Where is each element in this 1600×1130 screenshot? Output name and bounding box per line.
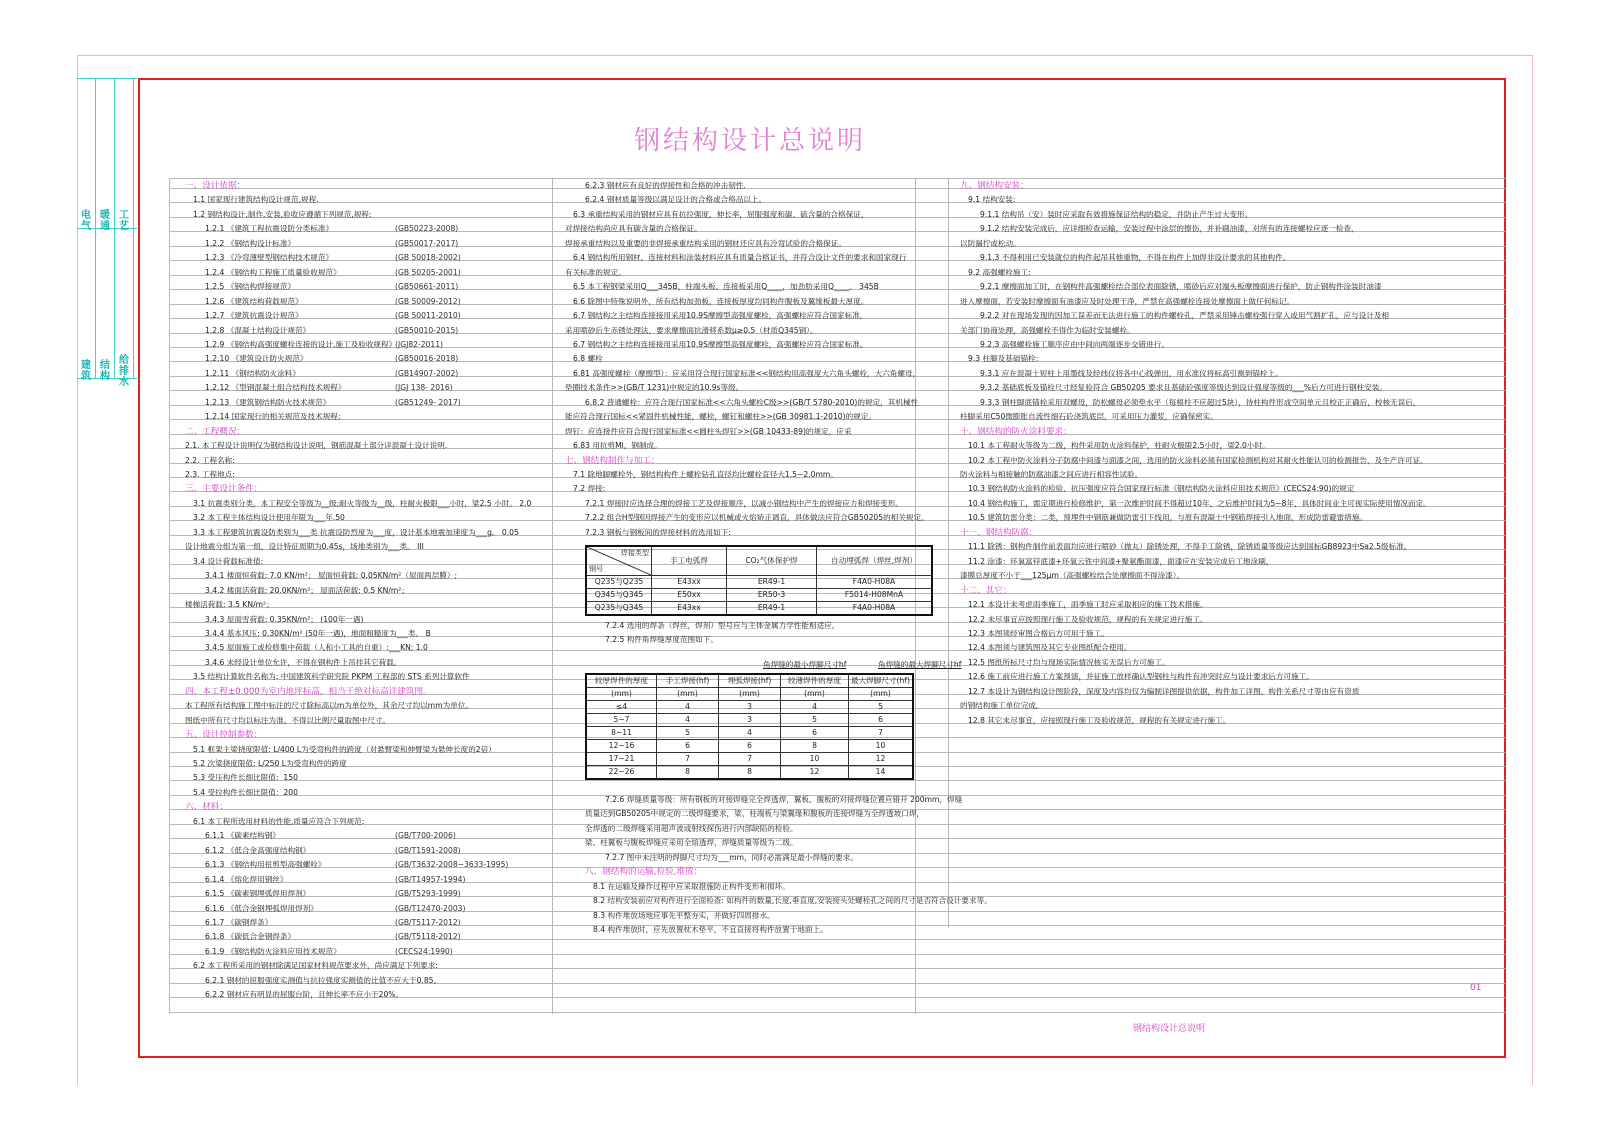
note-line: 11.2 涂漆：环氧富锌底漆+环氧云铁中间漆+聚氨酯面漆，面漆应在安装完成后工地涂刷， xyxy=(968,556,1274,566)
weld-table-row xyxy=(586,576,932,589)
note-line: 1.1 国家现行建筑结构设计规范,规程. xyxy=(193,195,319,205)
note-line: 1.2.4 《钢结构工程施工质量验收规范》 xyxy=(205,267,341,277)
note-line: 10.5 建筑防雷分类：二类，预埋件中钢筋兼做防雷引下线用，与原有混凝土中钢筋焊接引入地面，形成防雷避雷措施。 xyxy=(968,513,1368,523)
note-line: 6.8.2 普通螺栓：应符合现行国家标准<<六角头螺栓C级>>(GB/T 5780-2010)的规定，其机械性 xyxy=(585,397,919,407)
weld-table-cell: Q235与Q345 xyxy=(586,602,652,616)
note-line: 有关标准的规定。 xyxy=(565,267,626,277)
note-line: 3.4.5 屋面施工或检修集中荷载（人和小工具的自重）:___KN; 1.0 xyxy=(205,643,428,653)
note-line: 7.2 焊接: xyxy=(573,484,606,494)
note-line: 楼梯活荷载: 3.5 KN/m²； xyxy=(185,600,274,610)
fillet-table-cell: 4 xyxy=(657,714,719,727)
stamp-rule xyxy=(77,78,137,79)
fillet-unit-cell: (mm) xyxy=(781,688,849,701)
code-reference: (CECS24:1990) xyxy=(395,946,453,956)
weld-table-cell: F4A0-H08A xyxy=(817,602,933,616)
note-line: 1.2.11 《钢结构防火涂料》 xyxy=(205,368,300,378)
note-line: 6.2.4 钢材质量等级以满足设计的合格或合格品以上。 xyxy=(585,195,767,205)
code-reference: (GB/T12470-2003) xyxy=(395,903,466,913)
fillet-header-cell: 手工焊接(hf) xyxy=(657,674,719,688)
fillet-header-cell: 较薄焊件的厚度 xyxy=(781,674,849,688)
fillet-table-cell: 5 xyxy=(781,714,849,727)
stamp-character: 暖 xyxy=(100,210,110,221)
fillet-table-cell: 4 xyxy=(657,701,719,714)
note-line: 1.2.14 国家现行的相关规范及技术规程； xyxy=(205,412,346,422)
fillet-table-cell: 8 xyxy=(657,766,719,780)
code-reference: (JGJ82-2011) xyxy=(395,339,444,349)
fillet-table-cell: 12~16 xyxy=(586,740,657,753)
fillet-table-cell: 3 xyxy=(719,714,781,727)
fillet-table-cell: 10 xyxy=(781,753,849,766)
note-line: 6.1.7 《碳钢焊条》 xyxy=(205,917,273,927)
note-line: 1.2.12 《型钢混凝土组合结构技术规程》 xyxy=(205,383,346,393)
stamp-character: 建 xyxy=(81,360,91,371)
note-line: 进入摩擦面，若安装时摩擦面有油漆应及时处理干净，严禁在高强螺栓连接处摩擦面上做任何标记。 xyxy=(960,296,1295,306)
ruled-line xyxy=(169,780,1505,781)
note-line: 7.2.1 焊接时应选择合理的焊接工艺及焊接顺序，以减小钢结构中产生的焊接应力和焊接变形。 xyxy=(585,498,903,508)
fillet-table-row xyxy=(586,740,913,753)
weld-header-cell: 手工电弧焊 xyxy=(652,546,727,576)
stamp-character: 给 xyxy=(119,355,129,366)
fillet-header-cell: 最大焊脚尺寸(hf) xyxy=(849,674,913,688)
stamp-character: 通 xyxy=(100,221,110,232)
section-heading: 九、钢结构安装： xyxy=(960,181,1029,191)
note-line: 10.4 钢结构施工，需定期进行检修维护，第一次维护时间不得超过10年，之后维护时间为5~8年，具体时间业主可视实际使用情况而定。 xyxy=(968,498,1431,508)
note-line: 12.2 未尽事宜应按照现行施工及验收规范，规程的有关规定进行施工。 xyxy=(968,614,1208,624)
note-line: 12.5 图纸所标尺寸均与现场实际情况核实无误后方可施工。 xyxy=(968,657,1170,667)
ruled-line xyxy=(169,202,1505,203)
note-line: 6.1.2 《低合金高强度结构钢》 xyxy=(205,845,311,855)
code-reference: (GB/T1591-2008) xyxy=(395,845,461,855)
note-line: 7.1 除地脚螺栓外，钢结构构件上螺栓钻孔直径均比螺栓直径大1.5~2.0mm。 xyxy=(573,470,838,479)
note-line: 5.1 框架主梁挠度限值: L/400 L为受弯构件的跨度（对悬臂梁和伸臂梁为悬伸长度的2倍） xyxy=(193,744,496,754)
fillet-table-cell: 3 xyxy=(719,701,781,714)
note-line: 9.2.2 对在现场发现的因加工误差而无法进行施工的构件螺栓孔，严禁采用锤击螺栓强行穿入或用气割扩孔，应与设计及相 xyxy=(980,311,1390,321)
fillet-header-cell: 较厚焊件的厚度 xyxy=(586,674,657,688)
ruled-line xyxy=(169,882,1505,883)
fillet-table-cell: 7 xyxy=(657,753,719,766)
note-line: 6.2.1 钢材的屈服强度实测值与抗拉强度实测值的比值不应大于0.85。 xyxy=(205,975,442,985)
stamp-character: 艺 xyxy=(119,221,129,232)
note-line: 8.2 结构安装前应对构件进行全面检查: 如构件的数量,长度,垂直度,安装接头处螺栓孔之间的尺寸是否符合设计要求等。 xyxy=(593,896,992,906)
fillet-table-cell: 6 xyxy=(849,714,913,727)
note-line: 12.7 本设计为钢结构设计图阶段，深度及内容均仅为编制详图提供依据，构件加工详图、构件关系尺寸等由应有资质 xyxy=(968,686,1360,696)
note-line: 1.2.6 《建筑结构荷载规范》 xyxy=(205,296,303,306)
footer-label: 钢结构设计总说明 xyxy=(1133,1024,1206,1034)
fillet-table-cell: 6 xyxy=(719,740,781,753)
fillet-table-cell: ≤4 xyxy=(586,701,657,714)
note-line: 10.2 本工程中防火涂料分子防腐中间漆与面漆之间，选用的防火涂料必须有国家检测机构对其耐火性能认可的检测报告，及生产许可证。 xyxy=(968,455,1428,465)
ruled-line xyxy=(169,188,1505,189)
section-heading: 三、主要设计条件： xyxy=(185,484,263,495)
note-line: 5.3 受压构件长细比限值：150 xyxy=(193,773,298,783)
weld-material-table xyxy=(585,545,933,616)
weld-table-row xyxy=(586,602,932,616)
note-line: 6.8 螺栓 xyxy=(573,354,603,364)
note-line: 1.2.8 《混凝土结构设计规范》 xyxy=(205,325,311,335)
note-line: 7.2.2 组合H型钢因焊接产生的变形应以机械或火焰矫正调直，具体做法应符合GB50205的相关规定。 xyxy=(585,513,929,523)
note-line: 6.1 本工程所选用材料的性能,质量应符合下列规范: xyxy=(193,816,365,826)
note-line: 6.81 高强度螺栓（摩擦型）：应采用符合现行国家标准<<钢结构用高强度大六角头螺栓，大六角螺母， xyxy=(573,368,921,378)
note-line: 3.5 结构计算软件名称为: 中国建筑科学研究院 PKPM 工程部的 STS 系列计算软件 xyxy=(193,672,470,682)
note-line: 12.4 本图须与建筑图及其它专业图纸配合使用。 xyxy=(968,643,1132,653)
note-line: 8.3 构件堆放场地应事先平整夯实，并做好四周排水。 xyxy=(593,910,775,920)
note-line: 3.4.4 基本风压: 0.30KN/m² (50年一遇)，地面粗糙度为___类。 B xyxy=(205,628,431,638)
code-reference: (GB50016-2018) xyxy=(395,354,459,364)
note-line: 1.2.2 《钢结构设计标准》 xyxy=(205,238,296,248)
note-line: 3.4.1 楼面恒荷载: 7.0 KN/m²； 屋面恒荷载: 0.05KN/m²（屋面两层膜）; xyxy=(205,571,458,581)
note-line: 的钢结构施工单位完成。 xyxy=(960,701,1044,711)
note-line: 梁、柱翼板与腹板焊缝应采用全熔透焊，焊缝质量等级为二级。 xyxy=(585,838,798,848)
code-reference: (GB/T14957-1994) xyxy=(395,874,466,884)
note-line: 质量达到GB50205中规定的二级焊缝要求，梁、柱端板与梁翼缘和腹板的连接焊缝为全焊透坡口焊， xyxy=(585,809,924,819)
note-line: 1.2.1 《建筑工程抗震设防分类标准》 xyxy=(205,224,334,234)
note-line: 6.2.3 钢材应有良好的焊接性和合格的冲击韧性. xyxy=(585,181,746,190)
note-line: 1.2.9 《钢结构高强度螺栓连接的设计,施工及验收规程》 xyxy=(205,339,397,349)
fillet-table-cell: 8 xyxy=(719,766,781,780)
fillet-table-cell: 17~21 xyxy=(586,753,657,766)
weld-table-cell: ER49-1 xyxy=(727,602,817,616)
note-line: 关部门协商处理，高强螺栓不得作为临时安装螺栓。 xyxy=(960,325,1135,335)
stamp-character: 筑 xyxy=(81,371,91,382)
note-line: 1.2.7 《建筑抗震设计规范》 xyxy=(205,311,303,321)
fillet-unit-cell: (mm) xyxy=(719,688,781,701)
fillet-max-title: 角焊缝的最大焊脚尺寸hf xyxy=(878,660,962,669)
code-reference: (GB50661-2011) xyxy=(395,282,459,292)
weld-table-cell: F5014-H08MnA xyxy=(817,589,933,602)
note-line: 12.1 本设计未考虑雨季施工，雨季施工时应采取相应的施工技术措施。 xyxy=(968,600,1208,610)
note-line: 采用喷砂后生赤锈处理法，要求摩擦面抗滑移系数μ≥0.5（材质Q345钢）。 xyxy=(565,325,818,335)
note-line: 6.3 承重结构采用的钢材应具有抗拉强度，伸长率，屈服强度和碳、硫含量的合格保证， xyxy=(573,209,869,219)
page-number: 01 xyxy=(1470,983,1482,993)
note-line: 能应符合现行国标<<紧固件机械性能，螺栓，螺钉和螺柱>>(GB 30981.1-2010)的规定。 xyxy=(565,412,876,422)
note-line: 9.1.1 结构吊（安）装时应采取有效措施保证结构的稳定，并防止产生过大变形。 xyxy=(980,209,1253,219)
note-line: 6.2.2 钢材应有明显的屈服台阶，且伸长率不应小于20%。 xyxy=(205,990,404,1000)
ruled-line xyxy=(169,838,1505,839)
note-line: 2.2. 工程名称: xyxy=(185,455,235,465)
note-line: 1.2.3 《冷弯薄壁型钢结构技术规范》 xyxy=(205,253,334,263)
section-heading: 十一、钢结构防腐： xyxy=(960,527,1038,538)
section-heading: 一、设计依据： xyxy=(185,181,246,191)
fillet-table-cell: 6 xyxy=(657,740,719,753)
note-line: 7.2.6 焊缝质量等级：所有钢板的对接焊缝完全焊透焊，翼板、腹板的对接焊缝位置应错开 200mm，焊缝 xyxy=(605,795,963,804)
note-line: 焊接承重结构以及重要的非焊接承重结构采用的钢材还应具有冷弯试验的合格保证。 xyxy=(565,238,846,248)
fillet-unit-cell: (mm) xyxy=(849,688,913,701)
section-heading: 六、材料： xyxy=(185,802,228,813)
fillet-table-row xyxy=(586,766,913,780)
note-line: 3.3 本工程建筑抗震设防类别为___类 抗震设防烈度为___度，设计基本地震加速度为___g。 0.05 xyxy=(193,527,519,537)
section-heading: 四、本工程±0.000为室内地坪标高，相当于绝对标高详建筑图。 xyxy=(185,686,432,697)
fillet-table-cell: 5~7 xyxy=(586,714,657,727)
note-line: 2.1. 本工程设计说明仅为钢结构设计说明，钢筋混凝土部分详混凝土设计说明. xyxy=(185,441,448,451)
weld-diag-header xyxy=(586,546,652,576)
note-line: 9.3.1 应在混凝土短柱上用墨线及经纬仪将各中心线弹出，用水准仪将标高引测到锚栓上。 xyxy=(980,368,1283,378)
note-line: 3.4.6 未经设计单位允许，不得在钢构件上吊挂其它荷载。 xyxy=(205,657,402,667)
stamp-character: 水 xyxy=(119,377,129,388)
section-heading: 二、工程概况： xyxy=(185,426,246,437)
note-line: 1.2 钢结构设计,制作,安装,验收应遵循下列规范,规程: xyxy=(193,209,372,219)
fillet-table-cell: 4 xyxy=(719,727,781,740)
code-reference: (GB/T5117-2012) xyxy=(395,917,461,927)
weld-table-cell: ER49-1 xyxy=(727,576,817,589)
note-line: 9.2.3 高强螺栓施工顺序应由中间向两端逐步交错进行。 xyxy=(980,339,1169,349)
ruled-line xyxy=(169,925,1505,926)
note-line: 焊钉：应连接件应符合现行国家标准<<圆柱头焊钉>>(GB 10433-89)的规定，应采 xyxy=(565,426,852,436)
ruled-line xyxy=(169,178,1505,179)
code-reference: (GB50010-2015) xyxy=(395,325,459,335)
steel-grade-label: 钢号 xyxy=(589,565,603,573)
code-reference: (GB 50018-2002) xyxy=(395,253,461,263)
fillet-table-cell: 22~26 xyxy=(586,766,657,780)
code-reference: (GB51249- 2017) xyxy=(395,397,461,407)
weld-header-cell: CO₂气体保护焊 xyxy=(727,546,817,576)
code-reference: (GB/T700-2006) xyxy=(395,831,456,841)
section-heading: 十、钢结构的防火涂料要求： xyxy=(960,426,1072,437)
weld-table-cell: E43xx xyxy=(652,602,727,616)
stamp-character: 构 xyxy=(100,371,110,382)
fillet-table-cell: 8 xyxy=(781,740,849,753)
section-heading: 八、钢结构的运输,检验,堆放： xyxy=(585,867,703,878)
note-line: 6.7 钢结构之主结构连接接用采用10.9S摩擦型高强度螺栓，高强螺栓应符合国家标准， xyxy=(573,311,868,321)
stamp-character: 气 xyxy=(81,221,91,232)
discipline-stamp xyxy=(77,78,137,388)
note-line: 6.4 钢结构所用钢材，连接材料和涂装材料应具有质量合格证书，并符合设计文件的要求和国家现行 xyxy=(573,253,907,263)
note-line: 10.3 钢结构防火涂料的检验、抗压强度应符合国家现行标准《钢结构防火涂料应用技术规范》(CECS24:90)的规定 xyxy=(968,484,1355,494)
weld-table-cell: ER50-3 xyxy=(727,589,817,602)
page-title: 钢结构设计总说明 xyxy=(633,126,866,156)
code-reference: (GB/T5118-2012) xyxy=(395,932,461,942)
note-line: 以防漏拧或松动。 xyxy=(960,238,1021,248)
weld-table-row xyxy=(586,589,932,602)
note-line: 防火涂料与相接触的防腐油漆之间应进行相容性试验。 xyxy=(960,470,1143,479)
note-line: 8.1 在运输及操作过程中应采取措施防止构件变形和损坏。 xyxy=(593,881,790,891)
note-line: 6.5 本工程钢梁采用Q___345B，柱端头板、连接板采用Q____，加劲肋采用Q____。 345B xyxy=(573,282,879,292)
note-line: 9.3 柱脚及基础锚栓: xyxy=(968,354,1039,364)
fillet-table-cell: 12 xyxy=(781,766,849,780)
note-line: 7.2.4 选用的焊条（焊丝，焊剂）型号应与主体金属力学性能相适应。 xyxy=(605,621,840,630)
code-reference: (GB 50205-2001) xyxy=(395,267,461,277)
ruled-line xyxy=(169,911,1505,912)
code-reference: (GB/T5293-1999) xyxy=(395,889,461,899)
note-line: 9.1.3 不得利用已安装就位的构件起吊其他重物，不得在构件上加焊非设计要求的其他构件。 xyxy=(980,253,1291,263)
note-line: 5.4 受拉构件长细比限值：200 xyxy=(193,787,298,797)
weld-table-cell: Q235与Q235 xyxy=(586,576,652,589)
fillet-table-cell: 12 xyxy=(849,753,913,766)
note-line: 7.2.3 钢板与钢板间的焊接材料的选用如下: xyxy=(585,527,731,537)
fillet-table-row xyxy=(586,701,913,714)
note-line: 6.6 除图中特殊说明外，所有结构加劲板，连接板厚度均同构件腹板及翼缘板最大厚度。 xyxy=(573,296,869,306)
note-line: 5.2 次梁挠度限值: L/250 L为受弯构件的跨度 xyxy=(193,759,347,768)
note-line: 12.3 本图须经审图合格后方可用于施工。 xyxy=(968,628,1109,638)
note-line: 6.1.1 《碳素结构钢》 xyxy=(205,831,280,841)
ruled-line xyxy=(169,824,1505,825)
note-line: 6.1.4 《熔化焊用钢丝》 xyxy=(205,874,288,884)
section-heading: 十二、其它： xyxy=(960,585,1012,596)
stamp-character: 结 xyxy=(100,360,110,371)
stamp-character: 排 xyxy=(119,366,129,377)
fillet-table-cell: 8~11 xyxy=(586,727,657,740)
note-line: 3.4.3 屋面雪荷载: 0.35KN/m²； (100年一遇) xyxy=(205,614,364,624)
fillet-table-row xyxy=(586,753,913,766)
note-line: 2.3. 工程地点: xyxy=(185,470,235,479)
note-line: 图纸中所有尺寸均以标注为准，不得以比例尺量取图中尺寸。 xyxy=(185,715,391,725)
ruled-line xyxy=(169,275,1505,276)
fillet-table-row xyxy=(586,727,913,740)
fillet-table-cell: 10 xyxy=(849,740,913,753)
stamp-character: 工 xyxy=(119,210,129,221)
note-line: 1.2.5 《钢结构焊接规范》 xyxy=(205,282,296,292)
stamp-character: 电 xyxy=(81,210,91,221)
ruled-line xyxy=(169,939,1505,940)
note-line: 6.1.9 《钢结构防火涂料应用技术规范》 xyxy=(205,946,341,956)
note-line: 8.4 构件堆放时，应先放置枕木垫平，不宜直接将构件放置于地面上。 xyxy=(593,925,828,935)
note-line: 9.3.2 基础底板及锚栓尺寸经复验符合 GB50205 要求且基础砼强度等级达到设计强度等级的___%后方可进行钢柱安装。 xyxy=(980,383,1387,393)
fillet-table-cell: 7 xyxy=(849,727,913,740)
code-reference: (GB/T3632-2008~3633-1995) xyxy=(395,860,509,870)
note-line: 垫圈技术条件>>(GB/T 1231)中规定的10.9s等级。 xyxy=(565,383,744,393)
note-line: 设计地震分组为第一组，设计特征周期为0.45s，场地类别为___类。 III xyxy=(185,542,424,552)
column-divider xyxy=(948,178,949,928)
weld-table-cell: E43xx xyxy=(652,576,727,589)
fillet-table-cell: 4 xyxy=(781,701,849,714)
note-line: 本工程所有结构施工图中标注的尺寸除标高以m为单位外，其余尺寸均以mm为单位。 xyxy=(185,701,473,711)
code-reference: (GB 50011-2010) xyxy=(395,311,461,321)
fillet-min-title: 角焊缝的最小焊脚尺寸hf xyxy=(763,660,847,669)
note-line: 6.1.3 《钢结构用扭剪型高强螺栓》 xyxy=(205,860,326,870)
fillet-unit-cell: (mm) xyxy=(586,688,657,701)
note-line: 7.2.7 图中未注明的焊脚尺寸均为___mm，同时必需满足最小焊缝的要求。 xyxy=(605,852,858,862)
note-line: 6.2 本工程所采用的钢材除满足国家材料规范要求外，尚应满足下列要求: xyxy=(193,961,438,971)
note-line: 12.6 施工前应进行施工方案预演，并征施工放样确认型钢柱与构件有冲突时应与设计要求后方可施工。 xyxy=(968,672,1314,682)
section-heading: 五、设计控制参数： xyxy=(185,730,263,741)
section-heading: 七、钢结构制作与加工： xyxy=(565,455,660,466)
note-line: 3.4.2 楼面活荷载: 20.0KN/m²； 屋面活荷载: 0.5 KN/m²； xyxy=(205,585,409,595)
note-line: 9.2 高强螺栓施工: xyxy=(968,267,1031,277)
note-line: 9.1 结构安装: xyxy=(968,195,1016,205)
fillet-unit-cell: (mm) xyxy=(657,688,719,701)
ruled-line xyxy=(169,1012,1505,1013)
code-reference: (GB50017-2017) xyxy=(395,238,459,248)
note-line: 1.2.10 《建筑设计防火规范》 xyxy=(205,354,308,364)
note-line: 全焊透的二级焊缝采用超声波或射线探伤进行内部缺陷的检验。 xyxy=(585,823,798,833)
code-reference: (JGJ 138- 2016) xyxy=(395,383,453,393)
weld-type-label: 焊接类型 xyxy=(621,549,649,557)
note-line: 10.1 本工程耐火等级为二级，构件采用防火涂料保护，柱耐火极限2.5小时，梁2.0小时。 xyxy=(968,441,1270,451)
weld-header-cell: 自动埋弧焊（焊丝,焊剂） xyxy=(817,546,933,576)
fillet-weld-table xyxy=(585,673,914,780)
note-line: 3.2 本工程主体结构设计使用年限为___年.50 xyxy=(193,513,345,523)
note-line: 1.2.13 《建筑钢结构防火技术规范》 xyxy=(205,397,331,407)
fillet-table-cell: 5 xyxy=(657,727,719,740)
ruled-line xyxy=(169,954,1505,955)
note-line: 6.83 用抗剪Ml，钢制成。 xyxy=(573,441,662,451)
note-line: 9.1.2 结构安装完成后，应详细检查运输，安装过程中涂层的擦伤，并补刷油漆，对所有的连接螺栓应逐一检查， xyxy=(980,224,1359,234)
note-line: 6.1.6 《低合金钢埋弧焊用焊剂》 xyxy=(205,903,318,913)
note-line: 3.1 抗震类别分类，本工程安全等级为__级;耐火等级为__级，柱耐火极限___小时，梁2.5 小时。 2.0 xyxy=(193,498,532,508)
ruled-line xyxy=(169,333,1505,334)
ruled-line xyxy=(169,361,1505,362)
code-reference: (GB50223-2008) xyxy=(395,224,459,234)
weld-table-cell: E50xx xyxy=(652,589,727,602)
note-line: 3.4 设计荷载标准值: xyxy=(193,556,264,566)
weld-table-cell: Q345与Q345 xyxy=(586,589,652,602)
fillet-table-cell: 6 xyxy=(781,727,849,740)
fillet-header-cell: 埋弧焊接(hf) xyxy=(719,674,781,688)
note-line: 9.2.1 摩擦面加工时，在钢构件高强螺栓结合部位表面除锈，喷砂后应对端头板摩擦面进行保护，防止钢构件涂装时油漆 xyxy=(980,282,1382,292)
fillet-table-cell: 14 xyxy=(849,766,913,780)
note-line: 6.1.8 《碳低合金钢焊条》 xyxy=(205,932,296,942)
note-line: 6.1.5 《碳素钢埋弧焊用焊剂》 xyxy=(205,889,311,899)
code-reference: (GB 50009-2012) xyxy=(395,296,461,306)
fillet-table-cell: 7 xyxy=(719,753,781,766)
fillet-table-cell: 5 xyxy=(849,701,913,714)
note-line: 12.8 其它未尽事宜，应按照现行施工及验收规范，规程的有关规定进行施工。 xyxy=(968,715,1231,725)
weld-table-cell: F4A0-H08A xyxy=(817,576,933,589)
note-line: 对焊接结构尚应具有碳含量的合格保证。 xyxy=(565,224,702,234)
note-line: 6.7 钢结构之主结构连接接用采用10.9S摩擦型高强度螺栓，高强螺栓应符合国家标准。 xyxy=(573,339,868,349)
code-reference: (GB14907-2002) xyxy=(395,368,459,378)
note-line: 漆膜总厚度不小于___125μm（高强螺栓结合处摩擦面不得涂漆）。 xyxy=(960,571,1185,581)
ruled-line xyxy=(169,867,1505,868)
fillet-table-row xyxy=(586,714,913,727)
note-line: 柱脚采用C50微膨胀自流性细石砼浇筑底层，可采用压力灌浆，应确保密实。 xyxy=(960,412,1218,422)
note-line: 11.1 除锈：钢构件制作前表面均应进行喷砂（抛丸）除锈处理，不得手工除锈，除锈质量等级应达到国标GB8923中Sa2.5级标准。 xyxy=(968,542,1412,552)
note-line: 7.2.5 构件角焊缝厚度范围如下。 xyxy=(605,635,718,645)
note-line: 9.3.3 钢柱脚底锚栓采用双螺母，防松螺母必须垫水平（每根柱不应超过5块），待柱构件形成空间单元且校正正确后，校核无误后， xyxy=(980,397,1421,407)
